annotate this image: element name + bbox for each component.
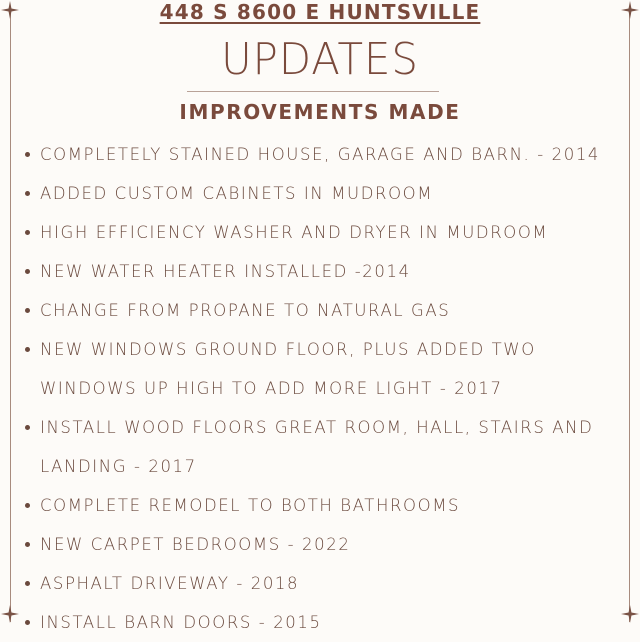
section-subtitle: IMPROVEMENTS MADE [179, 100, 461, 124]
improvements-list [22, 135, 612, 642]
sparkle-star-icon [621, 605, 639, 623]
list-item: INSTALL BARN DOORS - 2015 [22, 603, 612, 642]
list-item: NEW WINDOWS GROUND FLOOR, PLUS ADDED TWO WINDOWS UP HIGH TO ADD MORE LIGHT - 2017 [22, 330, 612, 408]
page-title: UPDATES [221, 34, 419, 85]
list-item: INSTALL WOOD FLOORS GREAT ROOM, HALL, STAIRS AND LANDING - 2017 [22, 408, 612, 486]
list-item: COMPLETE REMODEL TO BOTH BATHROOMS [22, 486, 612, 525]
list-item: ADDED CUSTOM CABINETS IN MUDROOM [22, 174, 612, 213]
list-item: NEW CARPET BEDROOMS - 2022 [22, 525, 612, 564]
list-item: ASPHALT DRIVEWAY - 2018 [22, 564, 612, 603]
property-address: 448 S 8600 E HUNTSVILLE [159, 0, 481, 24]
list-item: HIGH EFFICIENCY WASHER AND DRYER IN MUDROOM [22, 213, 612, 252]
list-item: CHANGE FROM PROPANE TO NATURAL GAS [22, 291, 612, 330]
title-divider [187, 91, 439, 92]
list-item: NEW WATER HEATER INSTALLED -2014 [22, 252, 612, 291]
list-item: COMPLETELY STAINED HOUSE, GARAGE AND BARN. - 2014 [22, 135, 612, 174]
sparkle-star-icon [1, 605, 19, 623]
